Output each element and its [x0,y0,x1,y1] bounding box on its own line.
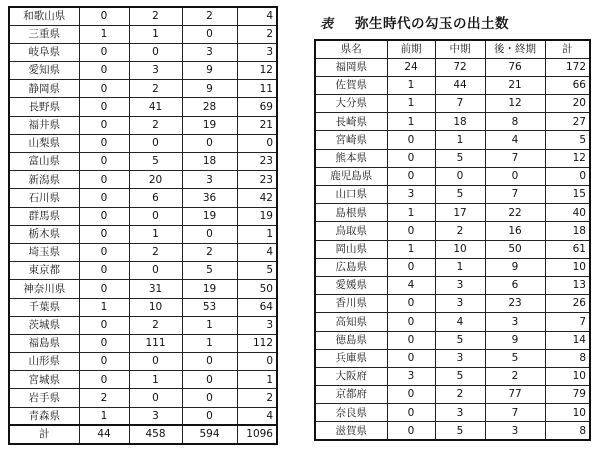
left-cell-total: 11 [237,80,277,98]
table-row [315,58,590,76]
right-cell-total: 172 [545,58,590,76]
right-cell-early: 0 [387,131,435,149]
table-title [320,12,590,32]
right-cell-middle: 18 [435,113,485,131]
left-cell-name: 和歌山県 [9,7,79,25]
table-row [315,186,590,204]
right-cell-early: 0 [387,258,435,276]
table-row [9,7,277,25]
left-cell-name: 神奈川県 [9,280,79,298]
right-cell-total: 40 [545,204,590,222]
right-cell-middle: 7 [435,95,485,113]
right-cell-total: 18 [545,222,590,240]
left-cell-total: 4 [237,407,277,425]
right-cell-late: 7 [485,149,545,167]
right-cell-name: 大阪府 [315,367,387,385]
left-cell-total: 21 [237,116,277,134]
left-cell-late: 9 [182,62,237,80]
right-cell-middle: 3 [435,295,485,313]
header-late: 後・終期 [485,40,545,58]
left-cell-name: 石川県 [9,189,79,207]
right-cell-name: 福岡県 [315,58,387,76]
right-cell-late: 77 [485,386,545,404]
left-cell-middle: 0 [129,43,182,61]
right-cell-middle: 3 [435,404,485,422]
left-cell-middle: 2 [129,116,182,134]
right-cell-early: 0 [387,313,435,331]
left-cell-late: 1 [182,316,237,334]
left-cell-middle: 20 [129,171,182,189]
left-cell-total: 5 [237,262,277,280]
table-row [9,371,277,389]
left-cell-middle: 111 [129,334,182,352]
left-cell-early: 0 [79,80,129,98]
right-cell-total: 8 [545,422,590,440]
right-cell-total: 13 [545,276,590,294]
right-cell-late: 0 [485,167,545,185]
right-cell-total: 61 [545,240,590,258]
table-row [9,280,277,298]
left-cell-total: 1 [237,371,277,389]
right-cell-early: 3 [387,186,435,204]
table-row [9,207,277,225]
left-cell-early: 2 [79,389,129,407]
right-cell-late: 76 [485,58,545,76]
header-middle: 中期 [435,40,485,58]
right-header-row [315,40,590,58]
table-row [9,80,277,98]
left-cell-name: 栃木県 [9,225,79,243]
left-cell-middle: 3 [129,407,182,425]
right-cell-middle: 5 [435,331,485,349]
left-cell-late: 0 [182,225,237,243]
right-cell-early: 3 [387,367,435,385]
table-row [9,116,277,134]
table-row [9,43,277,61]
left-cell-name: 愛知県 [9,62,79,80]
right-cell-total: 10 [545,258,590,276]
right-cell-total: 26 [545,295,590,313]
right-cell-early: 0 [387,167,435,185]
left-cell-late: 5 [182,262,237,280]
right-cell-middle: 10 [435,240,485,258]
left-cell-name: 山形県 [9,353,79,371]
right-cell-early: 0 [387,422,435,440]
table-title-text: 弥生時代の勾玉の出土数 [355,16,510,32]
right-cell-late: 12 [485,95,545,113]
table-row [9,407,277,425]
header-total: 計 [545,40,590,58]
right-cell-early: 0 [387,349,435,367]
right-cell-late: 23 [485,295,545,313]
right-cell-middle: 1 [435,131,485,149]
right-cell-early: 24 [387,58,435,76]
right-cell-total: 12 [545,149,590,167]
sum-label: 計 [9,425,79,443]
right-cell-early: 1 [387,113,435,131]
table-row [315,222,590,240]
right-cell-total: 14 [545,331,590,349]
table-row [9,298,277,316]
table-row [9,25,277,43]
sum-late: 594 [182,425,237,443]
right-cell-total: 66 [545,76,590,94]
left-cell-middle: 2 [129,243,182,261]
left-cell-name: 宮城県 [9,371,79,389]
right-cell-name: 熊本県 [315,149,387,167]
left-cell-name: 福井県 [9,116,79,134]
left-cell-middle: 0 [129,389,182,407]
right-cell-middle: 4 [435,313,485,331]
right-cell-total: 79 [545,386,590,404]
left-cell-late: 0 [182,389,237,407]
table-row [9,389,277,407]
right-cell-late: 3 [485,313,545,331]
right-cell-early: 0 [387,222,435,240]
table-row [315,404,590,422]
left-cell-early: 0 [79,134,129,152]
right-cell-late: 7 [485,186,545,204]
left-cell-middle: 2 [129,7,182,25]
left-cell-total: 69 [237,98,277,116]
left-cell-late: 1 [182,334,237,352]
right-cell-late: 22 [485,204,545,222]
table-row [315,167,590,185]
right-cell-total: 27 [545,113,590,131]
right-cell-late: 2 [485,367,545,385]
right-cell-late: 7 [485,404,545,422]
right-cell-name: 徳島県 [315,331,387,349]
left-cell-total: 1 [237,225,277,243]
table-row [315,204,590,222]
left-cell-name: 三重県 [9,25,79,43]
right-cell-total: 10 [545,404,590,422]
right-cell-middle: 17 [435,204,485,222]
left-cell-late: 36 [182,189,237,207]
left-cell-late: 0 [182,407,237,425]
right-prefecture-table [314,39,591,441]
right-cell-late: 50 [485,240,545,258]
left-cell-late: 3 [182,43,237,61]
left-cell-name: 新潟県 [9,171,79,189]
table-row [9,316,277,334]
right-cell-early: 1 [387,76,435,94]
left-cell-early: 1 [79,25,129,43]
left-cell-name: 静岡県 [9,80,79,98]
right-cell-name: 広島県 [315,258,387,276]
right-cell-late: 16 [485,222,545,240]
left-cell-name: 福島県 [9,334,79,352]
right-cell-name: 岡山県 [315,240,387,258]
right-cell-name: 佐賀県 [315,76,387,94]
right-cell-total: 5 [545,131,590,149]
left-cell-middle: 0 [129,353,182,371]
right-cell-middle: 2 [435,386,485,404]
left-cell-middle: 1 [129,371,182,389]
left-cell-late: 18 [182,153,237,171]
right-cell-late: 9 [485,258,545,276]
left-cell-name: 千葉県 [9,298,79,316]
right-cell-early: 4 [387,276,435,294]
table-row [315,386,590,404]
left-cell-middle: 1 [129,225,182,243]
right-cell-middle: 3 [435,349,485,367]
sum-early: 44 [79,425,129,443]
left-cell-total: 23 [237,171,277,189]
right-table-body [315,58,590,440]
sum-middle: 458 [129,425,182,443]
table-row [9,243,277,261]
left-cell-early: 0 [79,62,129,80]
right-cell-late: 4 [485,131,545,149]
right-cell-early: 0 [387,404,435,422]
left-cell-middle: 3 [129,62,182,80]
right-cell-middle: 5 [435,422,485,440]
left-cell-early: 0 [79,316,129,334]
left-cell-early: 0 [79,189,129,207]
left-cell-early: 1 [79,407,129,425]
right-cell-late: 6 [485,276,545,294]
left-cell-name: 青森県 [9,407,79,425]
table-row [9,262,277,280]
left-cell-early: 0 [79,7,129,25]
right-cell-late: 9 [485,331,545,349]
left-cell-middle: 2 [129,316,182,334]
right-cell-total: 0 [545,167,590,185]
table-row [9,353,277,371]
left-cell-early: 0 [79,98,129,116]
right-cell-early: 0 [387,149,435,167]
left-cell-middle: 2 [129,80,182,98]
left-cell-early: 0 [79,371,129,389]
left-cell-total: 0 [237,353,277,371]
left-cell-early: 0 [79,334,129,352]
left-cell-late: 9 [182,80,237,98]
table-row [315,113,590,131]
left-cell-total: 4 [237,243,277,261]
right-cell-middle: 5 [435,186,485,204]
left-cell-total: 50 [237,280,277,298]
left-cell-name: 長野県 [9,98,79,116]
left-cell-total: 112 [237,334,277,352]
left-cell-early: 0 [79,243,129,261]
table-row [315,149,590,167]
left-cell-total: 64 [237,298,277,316]
right-cell-name: 鳥取県 [315,222,387,240]
table-row [315,276,590,294]
left-cell-middle: 41 [129,98,182,116]
table-row [9,171,277,189]
left-cell-name: 埼玉県 [9,243,79,261]
right-cell-early: 0 [387,295,435,313]
left-cell-middle: 5 [129,153,182,171]
sum-total: 1096 [237,425,277,443]
right-cell-name: 宮崎県 [315,131,387,149]
left-cell-total: 19 [237,207,277,225]
right-cell-name: 香川県 [315,295,387,313]
left-cell-late: 0 [182,353,237,371]
left-cell-total: 0 [237,134,277,152]
left-cell-name: 群馬県 [9,207,79,225]
table-mark: 表 [320,16,334,32]
left-cell-late: 3 [182,171,237,189]
left-cell-total: 2 [237,25,277,43]
left-cell-name: 東京都 [9,262,79,280]
left-cell-early: 0 [79,153,129,171]
left-cell-late: 19 [182,116,237,134]
right-cell-early: 0 [387,331,435,349]
left-cell-early: 0 [79,262,129,280]
table-row [315,367,590,385]
right-cell-total: 20 [545,95,590,113]
right-cell-early: 0 [387,386,435,404]
table-row [9,134,277,152]
right-cell-name: 兵庫県 [315,349,387,367]
right-cell-name: 島根県 [315,204,387,222]
right-cell-name: 鹿児島県 [315,167,387,185]
right-cell-total: 7 [545,313,590,331]
left-cell-late: 0 [182,134,237,152]
table-row [315,295,590,313]
right-cell-late: 21 [485,76,545,94]
left-sum-row [9,425,277,443]
left-cell-late: 0 [182,371,237,389]
table-row [9,62,277,80]
right-cell-early: 1 [387,240,435,258]
left-cell-total: 3 [237,316,277,334]
left-cell-late: 19 [182,207,237,225]
right-cell-total: 15 [545,186,590,204]
left-cell-middle: 1 [129,25,182,43]
right-cell-middle: 5 [435,149,485,167]
table-row [9,189,277,207]
left-cell-late: 53 [182,298,237,316]
right-cell-name: 山口県 [315,186,387,204]
table-row [315,240,590,258]
left-cell-name: 山梨県 [9,134,79,152]
left-cell-early: 0 [79,353,129,371]
left-cell-early: 0 [79,43,129,61]
right-cell-early: 1 [387,95,435,113]
table-row [315,95,590,113]
table-row [315,313,590,331]
left-cell-name: 茨城県 [9,316,79,334]
header-name: 県名 [315,40,387,58]
left-cell-middle: 0 [129,134,182,152]
right-cell-middle: 3 [435,276,485,294]
table-row [315,131,590,149]
right-cell-late: 3 [485,422,545,440]
left-cell-total: 3 [237,43,277,61]
right-cell-early: 1 [387,204,435,222]
right-cell-late: 8 [485,113,545,131]
right-cell-name: 高知県 [315,313,387,331]
left-cell-early: 0 [79,280,129,298]
left-cell-total: 4 [237,7,277,25]
right-cell-total: 8 [545,349,590,367]
table-row [9,153,277,171]
left-cell-middle: 0 [129,207,182,225]
right-cell-late: 5 [485,349,545,367]
right-cell-name: 愛媛県 [315,276,387,294]
right-cell-name: 奈良県 [315,404,387,422]
right-cell-total: 10 [545,367,590,385]
left-cell-early: 0 [79,207,129,225]
left-cell-late: 19 [182,280,237,298]
table-row [9,334,277,352]
right-cell-middle: 1 [435,258,485,276]
table-row [315,349,590,367]
left-cell-middle: 6 [129,189,182,207]
left-cell-name: 岩手県 [9,389,79,407]
right-cell-middle: 44 [435,76,485,94]
left-cell-late: 0 [182,25,237,43]
right-cell-middle: 0 [435,167,485,185]
right-cell-name: 長崎県 [315,113,387,131]
right-cell-middle: 72 [435,58,485,76]
left-cell-total: 42 [237,189,277,207]
table-row [315,76,590,94]
left-cell-total: 2 [237,389,277,407]
left-prefecture-table [8,6,278,445]
left-cell-total: 23 [237,153,277,171]
right-cell-middle: 2 [435,222,485,240]
left-cell-late: 28 [182,98,237,116]
left-cell-early: 0 [79,171,129,189]
right-cell-middle: 5 [435,367,485,385]
left-cell-early: 0 [79,116,129,134]
left-cell-early: 0 [79,225,129,243]
left-cell-early: 1 [79,298,129,316]
left-cell-name: 岐阜県 [9,43,79,61]
left-cell-late: 2 [182,7,237,25]
table-row [315,258,590,276]
header-early: 前期 [387,40,435,58]
table-row [9,98,277,116]
right-cell-name: 京都府 [315,386,387,404]
left-cell-late: 2 [182,243,237,261]
left-table-body [9,7,277,425]
left-cell-middle: 0 [129,262,182,280]
table-row [9,225,277,243]
right-cell-name: 滋賀県 [315,422,387,440]
left-cell-total: 12 [237,62,277,80]
left-cell-name: 富山県 [9,153,79,171]
left-cell-middle: 10 [129,298,182,316]
table-row [315,422,590,440]
table-row [315,331,590,349]
left-cell-middle: 31 [129,280,182,298]
right-cell-name: 大分県 [315,95,387,113]
